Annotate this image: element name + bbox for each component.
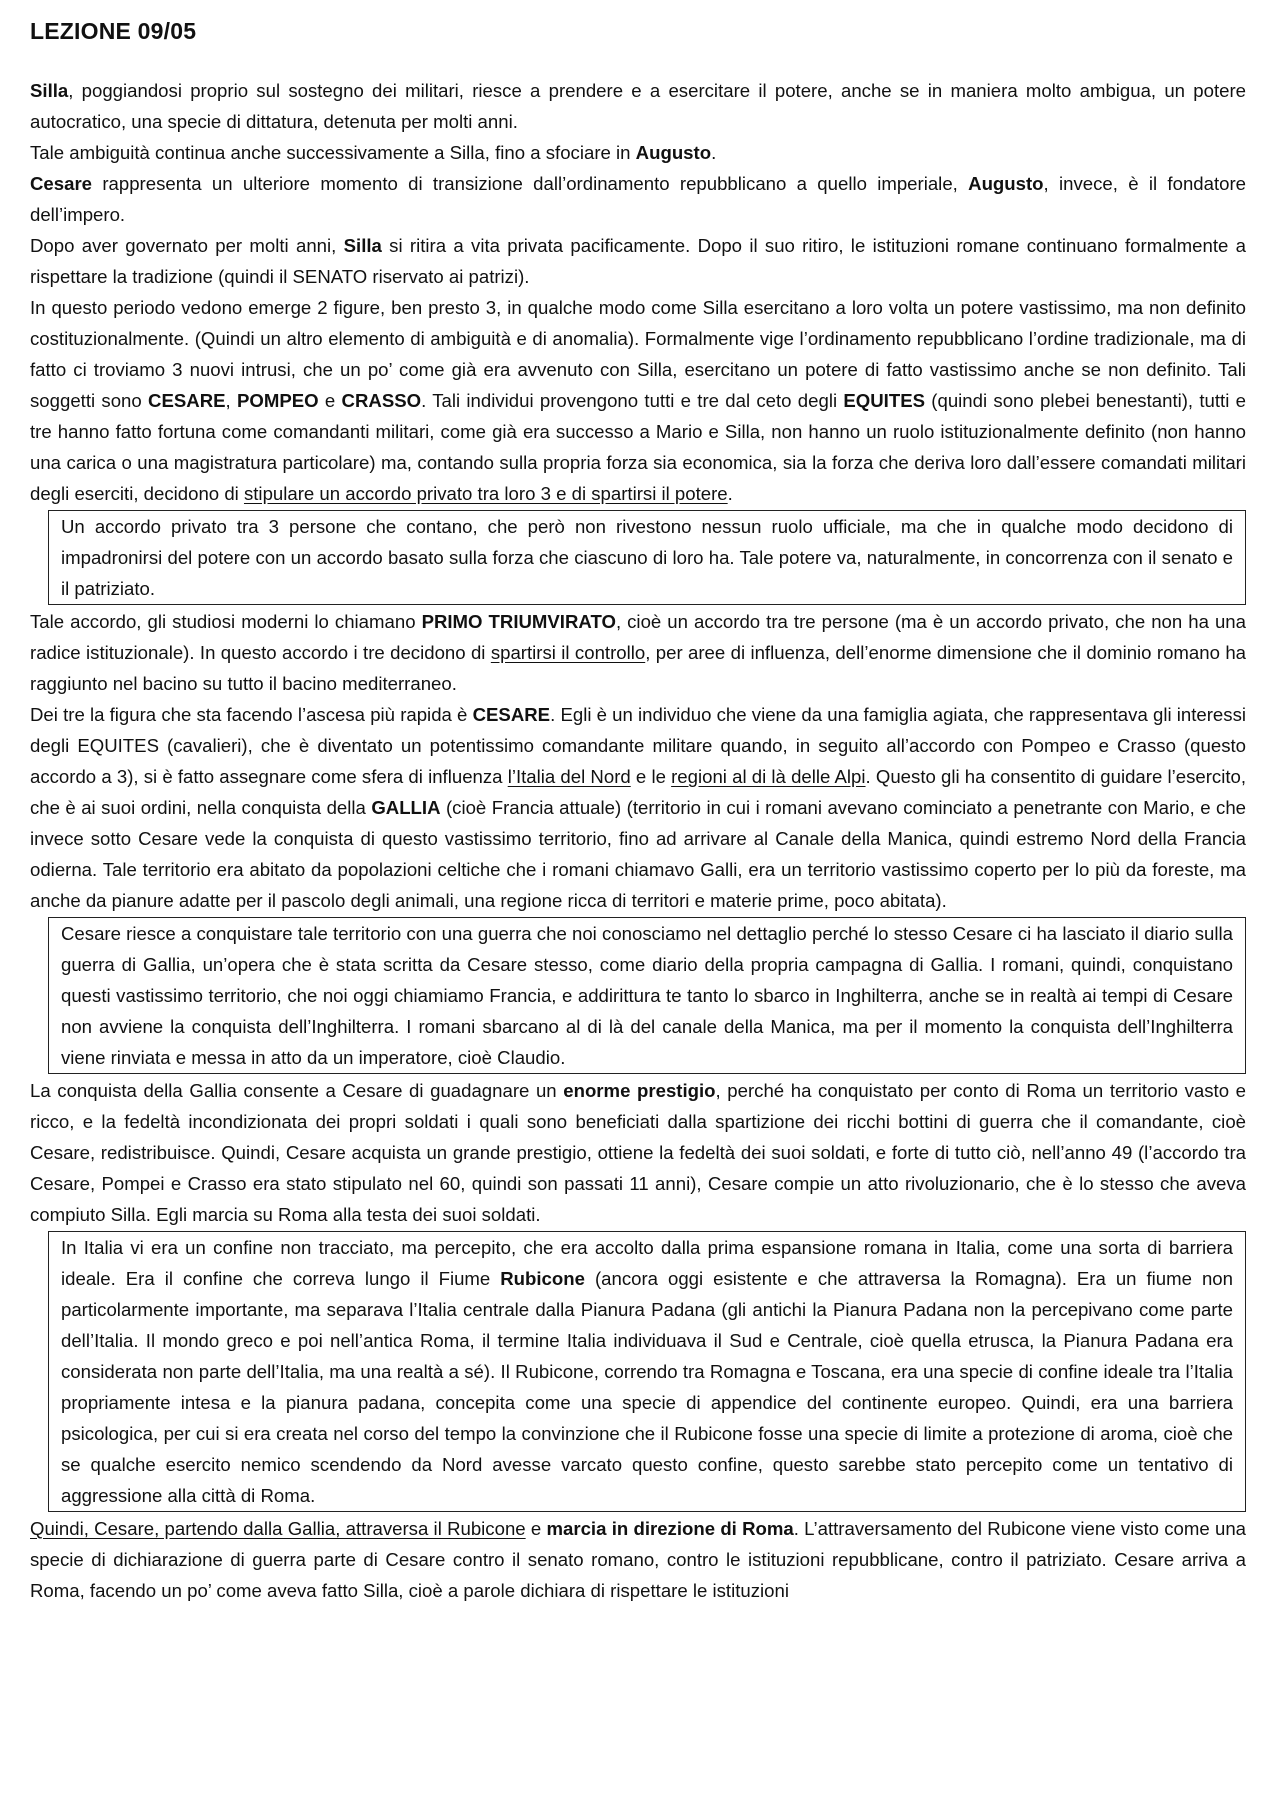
paragraph-crossing-rubicone: Quindi, Cesare, partendo dalla Gallia, attraversa il Rubicone e marcia in direzione di Roma. L’attraversamento del Rubicone viene visto come una specie di dichiarazione di guerra parte di Cesare contro il senato romano, contro le istituzioni repubblicane, contro il patriziato. Cesare arriva a Roma, facendo un po’ come aveva fatto Silla, cioè a parole dichiara di rispettare le istituzioni [30, 1518, 1246, 1601]
page-title: LEZIONE 09/05 [30, 18, 197, 44]
bold-term: EQUITES [843, 390, 926, 411]
paragraph-primo-triumvirato: Tale accordo, gli studiosi moderni lo chiamano PRIMO TRIUMVIRATO, cioè un accordo tra tre persone (ma è un accordo privato, che non ha una radice istituzionale). In questo accordo i tre decidono di spartirsi il controllo, per aree di influenza, dell’enorme dimensione che il dominio romano ha raggiunto nel bacino su tutto il bacino mediterraneo. [30, 611, 1246, 694]
paragraph-silla-retires: Dopo aver governato per molti anni, Silla si ritira a vita privata pacificamente. Dopo il suo ritiro, le istituzioni romane continuano formalmente a rispettare la tradizione (quindi il SENATO riservato ai patrizi). [30, 235, 1246, 287]
underlined-text: l’Italia del Nord [507, 766, 631, 787]
bold-term: Cesare [30, 173, 93, 194]
bold-term: Augusto [635, 142, 712, 163]
bold-term: CESARE [148, 390, 226, 411]
bold-term: CESARE [472, 704, 551, 725]
paragraph-silla-power: Silla, poggiandosi proprio sul sostegno dei militari, riesce a prendere e a esercitare il potere, anche se in maniera molto ambigua, un potere autocratico, una specie di dittatura, detenuta per molti anni. [30, 80, 1246, 132]
underlined-text: spartirsi il controllo [490, 642, 646, 663]
paragraph-three-figures: In questo periodo vedono emerge 2 figure, ben presto 3, in qualche modo come Silla esercitano a loro volta un potere vastissimo, ma non definito costituzionalmente. (Quindi un altro elemento di ambiguità e di anomalia). Formalmente vige l’ordinamento repubblicano l’ordine tradizionale, ma di fatto ci troviamo 3 nuovi intrusi, che un po’ come già era avvenuto con Silla, esercitano un potere di fatto vastissimo anche se non definito. Tali soggetti sono CESARE, POMPEO e CRASSO. Tali individui provengono tutti e tre dal ceto degli EQUITES (quindi sono plebei benestanti), tutti e tre hanno fatto fortuna come comandanti militari, come già era successo a Mario e Silla, non hanno un ruolo istituzionalmente definito (non hanno una carica o una magistratura particolare) ma, contando sulla propria forza sia economica, sia la forza che deriva loro dall’essere comandati militari degli eserciti, decidono di stipulare un accordo privato tra loro 3 e di spartirsi il potere. [30, 297, 1246, 504]
boxed-note-rubicone: In Italia vi era un confine non tracciato, ma percepito, che era accolto dalla prima espansione romana in Italia, come una sorta di barriera ideale. Era il confine che correva lungo il Fiume Rubicone (ancora oggi esistente e che attraversa la Romagna). Era un fiume non particolarmente importante, ma separava l’Italia centrale dalla Pianura Padana (gli antichi la Pianura Padana non la percepivano come parte dell’Italia. Il mondo greco e poi nell’antica Roma, il termine Italia individuava il Sud e Centrale, cioè quella etrusca, la Pianura Padana era considerata non parte dell’Italia, ma una realtà a sé). Il Rubicone, correndo tra Romagna e Toscana, era una specie di confine ideale tra l’Italia propriamente intesa e la pianura padana, concepita come una specie di appendice del continente europeo. Quindi, era una barriera psicologica, per cui si era creata nel corso del tempo la convinzione che il Rubicone fosse una specie di limite a protezione di aroma, cioè che se qualche esercito nemico scendendo da Nord avesse varcato questo confine, questo sarebbe stato percepito come un tentativo di aggressione alla città di Roma. [48, 1231, 1246, 1512]
underlined-text: stipulare un accordo privato tra loro 3 e di spartirsi il potere [243, 483, 728, 504]
underlined-text: regioni al di là delle Alpi [671, 766, 866, 787]
boxed-note-private-agreement: Un accordo privato tra 3 persone che contano, che però non rivestono nessun ruolo ufficiale, ma che in qualche modo decidono di impadronirsi del potere con un accordo basato sulla forza che ciascuno di loro ha. Tale potere va, naturalmente, in concorrenza con il senato e il patriziato. [48, 510, 1246, 605]
paragraph-cesare-transition: Cesare rappresenta un ulteriore momento di transizione dall’ordinamento repubblicano a quello imperiale, Augusto, invece, è il fondatore dell’impero. [30, 173, 1247, 225]
paragraph-cesare-gallia: Dei tre la figura che sta facendo l’ascesa più rapida è CESARE. Egli è un individuo che viene da una famiglia agiata, che rappresentava gli interessi degli EQUITES (cavalieri), che è diventato un potentissimo comandante militare quando, in seguito all’accordo con Pompeo e Crasso (questo accordo a 3), si è fatto assegnare come sfera di influenza l’Italia del Nord e le regioni al di là delle Alpi. Questo gli ha consentito di guidare l’esercito, che è ai suoi ordini, nella conquista della GALLIA (cioè Francia attuale) (territorio in cui i romani avevano cominciato a penetrante con Mario, e che invece sotto Cesare vede la conquista di questo vastissimo territorio, fino ad arrivare al Canale della Manica, quindi estremo Nord della Francia odierna. Tale territorio era abitato da popolazioni celtiche che i romani chiamavo Galli, era un territorio vastissimo coperto per lo più da foreste, ma anche da pianure adatte per il pascolo degli animali, una regione ricca di territori e materie prime, poco abitata). [30, 704, 1247, 911]
underlined-text: Quindi, Cesare, partendo dalla Gallia, attraversa il Rubicone [30, 1518, 526, 1539]
bold-term: POMPEO [237, 390, 319, 411]
bold-term: enorme prestigio [563, 1080, 716, 1101]
bold-term: CRASSO [341, 390, 422, 411]
bold-term: PRIMO TRIUMVIRATO [421, 611, 616, 632]
bold-term: marcia in direzione di Roma [546, 1518, 794, 1539]
paragraph-enorme-prestigio: La conquista della Gallia consente a Cesare di guadagnare un enorme prestigio, perché ha conquistato per conto di Roma un territorio vasto e ricco, e la fedeltà incondizionata dei propri soldati i quali sono beneficiati dalla spartizione dei ricchi bottini di guerra che il comandante, cioè Cesare, redistribuisce. Quindi, Cesare acquista un grande prestigio, ottiene la fedeltà dei suoi soldati, e forte di tutto ciò, nell’anno 49 (l’accordo tra Cesare, Pompei e Crasso era stato stipulato nel 60, quindi son passati 11 anni), Cesare compie un atto rivoluzionario, che è lo stesso che aveva compiuto Silla. Egli marcia su Roma alla testa dei suoi soldati. [30, 1080, 1246, 1225]
bold-term: Rubicone [500, 1268, 585, 1289]
paragraph-ambiguity: Tale ambiguità continua anche successivamente a Silla, fino a sfociare in Augusto. [30, 142, 717, 163]
bold-term: Augusto [968, 173, 1044, 194]
bold-term: GALLIA [371, 797, 441, 818]
bold-term: Silla [30, 80, 69, 101]
boxed-note-gallic-war: Cesare riesce a conquistare tale territorio con una guerra che noi conosciamo nel dettaglio perché lo stesso Cesare ci ha lasciato il diario sulla guerra di Gallia, un’opera che è stata scritta da Cesare stesso, come diario della propria campagna di Gallia. I romani, quindi, conquistano questi vastissimo territorio, che noi oggi chiamiamo Francia, e addirittura te tanto lo sbarco in Inghilterra, anche se in realtà ai tempi di Cesare non avviene la conquista dell’Inghilterra. I romani sbarcano al di là del canale della Manica, ma per il momento la conquista dell’Inghilterra viene rinviata e messa in atto da un imperatore, cioè Claudio. [48, 917, 1246, 1074]
bold-term: Silla [343, 235, 382, 256]
